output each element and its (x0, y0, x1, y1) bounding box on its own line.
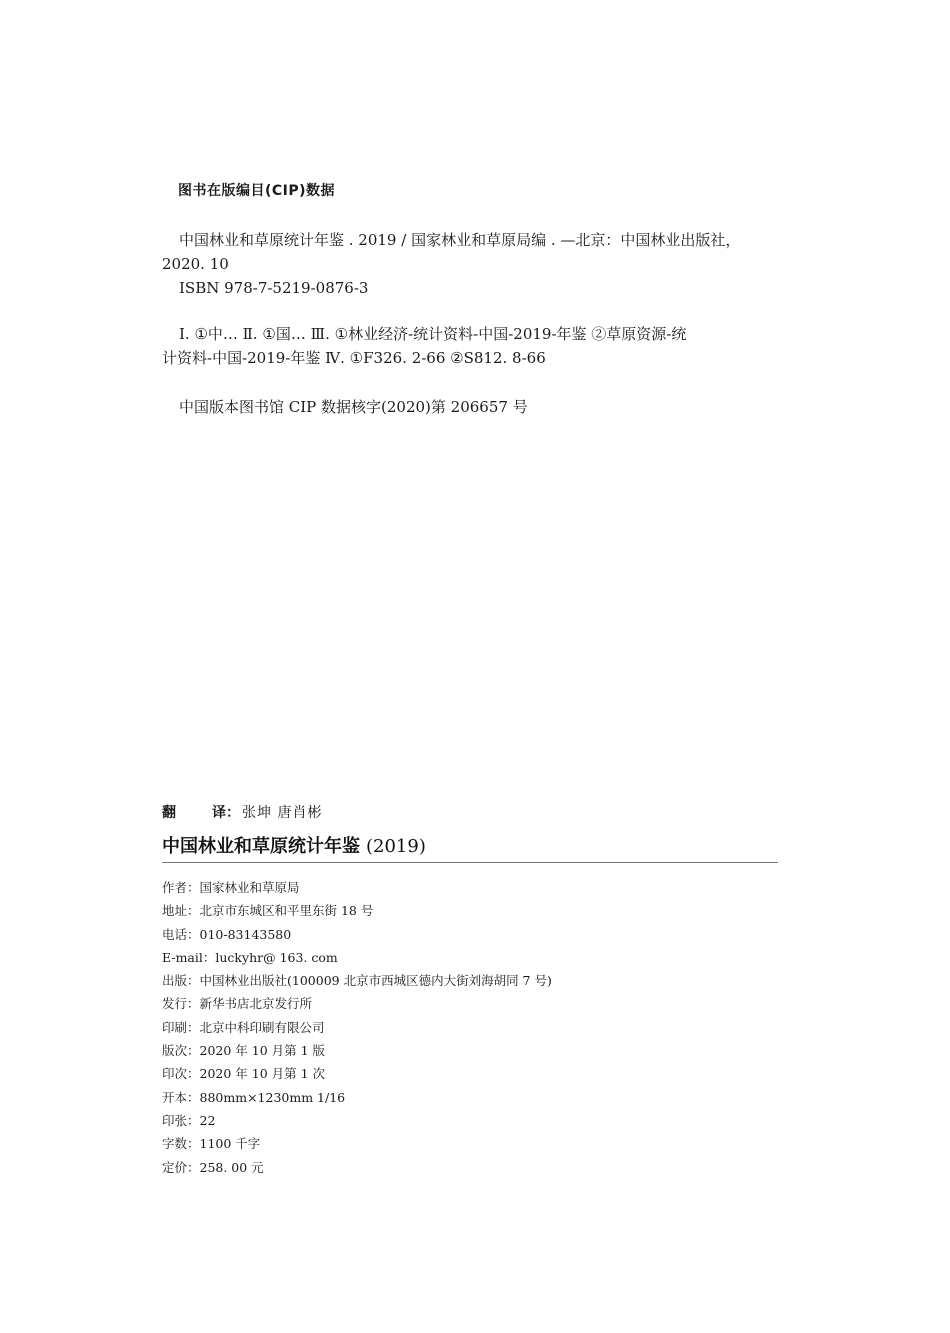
translator-names: 张坤 唐肖彬 (242, 805, 323, 821)
cip-heading: 图书在版编目(CIP)数据 (178, 183, 336, 199)
cip-subject-line-2: 计资料-中国-2019-年鉴 Ⅳ. ①F326. 2-66 ②S812. 8-66 (162, 349, 546, 367)
detail-phone: 电话：010-83143580 (162, 926, 292, 942)
book-title-text: 中国林业和草原统计年鉴 (162, 836, 360, 857)
translator-label-1: 翻 (162, 805, 176, 821)
book-title (162, 832, 426, 858)
detail-sheets: 印张：22 (162, 1112, 216, 1128)
detail-word-count: 字数：1100 千字 (162, 1136, 261, 1152)
detail-printing: 印次：2020 年 10 月第 1 次 (162, 1066, 326, 1082)
detail-address: 地址：北京市东城区和平里东街 18 号 (162, 903, 374, 919)
cip-isbn: ISBN 978-7-5219-0876-3 (179, 279, 369, 297)
cip-title-line-2: 2020. 10 (162, 255, 229, 273)
cip-record-number: 中国版本图书馆 CIP 数据核字(2020)第 206657 号 (179, 398, 528, 416)
book-title-year: (2019) (366, 836, 426, 857)
detail-price: 定价：258. 00 元 (162, 1159, 264, 1175)
cip-subject-block (162, 322, 782, 370)
detail-distributor: 发行：新华书店北京发行所 (162, 996, 313, 1012)
translator-label-2: 译： (212, 805, 240, 821)
title-divider (162, 862, 778, 863)
cip-record-block (162, 395, 782, 419)
publication-details (162, 876, 552, 1179)
detail-publisher: 出版：中国林业出版社(100009 北京市西城区德内大街刘海胡同 7 号) (162, 973, 552, 989)
detail-email: E-mail：luckyhr@ 163. com (162, 949, 338, 965)
cip-title-line-1: 中国林业和草原统计年鉴 . 2019 / 国家林业和草原局编 . —北京：中国林业出版社， (179, 231, 741, 249)
cip-title-block (162, 228, 782, 300)
translator-line (162, 802, 322, 822)
detail-edition: 版次：2020 年 10 月第 1 版 (162, 1043, 326, 1059)
detail-printer: 印刷：北京中科印刷有限公司 (162, 1019, 325, 1035)
cip-subject-line-1: Ⅰ. ①中… Ⅱ. ①国… Ⅲ. ①林业经济-统计资料-中国-2019-年鉴 ②草原资源-统 (179, 325, 687, 343)
detail-format: 开本：880mm×1230mm 1/16 (162, 1089, 346, 1105)
detail-author: 作者：国家林业和草原局 (162, 880, 300, 895)
